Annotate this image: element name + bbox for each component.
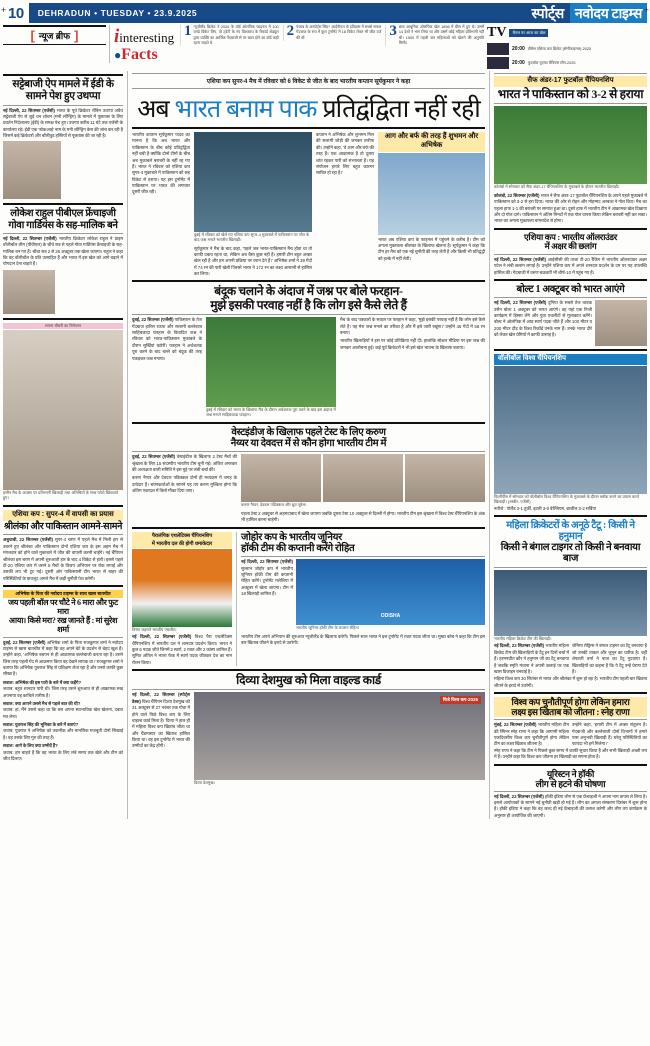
photo-karun-nair <box>241 454 321 502</box>
asia-cup-side-headline: श्रीलंका और पाकिस्तान आमने-सामने <box>3 521 123 532</box>
interesting-facts-logo <box>114 25 176 63</box>
right-column <box>489 71 647 819</box>
photo-para-athlete-flag <box>132 549 232 627</box>
lead-body-1: भारतीय कप्तान सूर्यकुमार यादव का मानना है कि अब भारत और पाकिस्तान के बीच कोई प्रतिद्वंद्विता नहीं बची है क्योंकि दोनों टीमों के बीच अब मुकाबले बराबरी के नहीं रह गए हैं। भारत ने रविवार को एशिया कप सुपर-4 मुकाबले में पाकिस्तान को छह विकेट से हराया। यह इस टूर्नामेंट में पाकिस्तान पर भारत की लगातार दूसरी जीत रही। <box>132 132 190 195</box>
lead-headline <box>132 91 485 125</box>
main-content-grid <box>3 71 647 819</box>
divya-dateline: नई दिल्ली, 22 सितम्बर (स्पोर्ट्स डेस्क) <box>132 692 190 704</box>
divya-headline: दिव्या देशमुख को मिला वाइल्ड कार्ड <box>236 673 381 688</box>
divya-photo-caption: दिव्या देशमुख। <box>194 780 216 786</box>
lead-headline-part2: प्रतिद्वंद्विता नहीं रही <box>316 95 480 123</box>
asiarank-dateline: नई दिल्ली, 22 सितम्बर (एजेंसी) <box>494 256 546 262</box>
athletics-body: विश्व पैरा एथलेटिक्स चैंपियनशिप में भारतीय दल ने शानदार प्रदर्शन किया। भारत ने कुल 6 पदक जीते जिनमें 2 स्वर्ण, 2 रजत और 2 कांस्य शामिल हैं। सुमित अंतिल ने भाला फेंक में स्वर्ण पदक जीतकर देश का नाम रोशन किया। <box>132 634 232 665</box>
bolt-dateline: नई दिल्ली, 22 सितम्बर (एजेंसी) <box>494 300 547 306</box>
fact-item <box>283 25 382 41</box>
saff-photo-caption: कोलंबो में सोमवार को सैफ अंडर-17 चैंपियनशिप के मुकाबले के दौरान भारतीय खिलाड़ी। <box>494 184 620 190</box>
jai-bat-headline-1: जय पहली बॉल पर चौटे ने 6 मारा और फुट मारा <box>8 597 118 616</box>
newspaper-page <box>0 3 650 1046</box>
photo-volleyball-match <box>494 366 647 494</box>
divya-body: विश्व चैंपियन दिव्या देशमुख को 31 अक्टूबर से 27 नवंबर तक गोवा में होने वाले फिडे विश्व कप के लिए वाइल्ड कार्ड मिला है। दिव्या ने हाल ही में महिला विश्व कप खिताब जीता था और ग्रैंडमास्टर का खिताब हासिल किया था। वह इस टूर्नामेंट में भारत की उम्मीदों का केंद्र होंगी। <box>132 698 191 749</box>
tv-row <box>487 43 647 55</box>
photo-india-celebration <box>194 132 312 232</box>
center-column <box>127 71 485 819</box>
jai-bat-a4: जवाब: हम चाहते हैं कि वह भारत के लिए लंबे समय तक खेले और टीम को जीत दिलाए। <box>3 749 123 761</box>
paper-logo: नवोदय टाइम्स <box>570 3 647 23</box>
masthead <box>3 3 647 23</box>
celeb-strip-label: सपना चौधरी का रिसेप्शन <box>3 323 123 330</box>
photo-celebrity-couple <box>3 330 123 490</box>
facts-bullet-icon: ● <box>114 48 122 62</box>
farhan-dateline: दुबई, 22 सितम्बर (एजेंसी) <box>132 317 174 323</box>
hockey-headline-2: हॉकी टीम की कप्तानी करेंगे रोहित <box>241 543 355 555</box>
crop-mark-icon: + <box>643 5 649 15</box>
bolt-kicker: बोल्ट 1 अक्टूबर को भारत आएंगे <box>516 284 625 296</box>
edition-dateline: DEHRADUN • TUESDAY • 23.9.2025 <box>37 8 198 18</box>
saff-body: भारत ने सैफ अंडर-17 फुटबॉल चैंपियनशिप के अपने पहले मुकाबले में पाकिस्तान को 3-2 से हरा दिया। भारत की ओर से रोहन और मोहम्मद अरबाश ने गोल किए। मैच का पहला हाफ 1-1 की बराबरी पर समाप्त हुआ था। दूसरे हाफ में भारतीय टीम ने आक्रामक खेल दिखाया और दो गोल दागे। पाकिस्तान ने अंतिम मिनटों में एक गोल वापस किया लेकिन बराबरी नहीं कर सका। भारत का अगला मुकाबला बांग्लादेश से होगा। <box>494 192 647 224</box>
wi-headline-2: नैय्यर या देवदत्त में से कौन होगा भारतीय टीम में <box>230 438 387 450</box>
photo-usain-bolt <box>595 300 647 346</box>
photo-saff-football <box>494 106 647 184</box>
facts-i-icon: i <box>114 26 120 47</box>
brief-headline-2: लोकेश राहुल पीबीएल फ्रेंचाइजी गोवा गार्डियंस के सह-मालिक बने <box>8 208 118 231</box>
jai-bat-dateline: दुबई, 22 सितम्बर (एजेंसी) <box>3 639 46 645</box>
tv-channel-label: चैनल पर आज का खेल <box>509 29 548 37</box>
tattoo-body-2: जेमिमा रोड्रिग्स ने बंगाल टाइगर का टैटू बनवाया है जो उनकी ताकत और जुनून का प्रतीक है। वहीं शेफाली वर्मा ने बाज का टैटू गुदवाया है। खिलाड़ियों का कहना है कि ये टैटू उन्हें प्रेरणा देते हैं। <box>572 643 647 674</box>
tattoo-dateline: नई दिल्ली, 22 सितम्बर (एजेंसी) <box>494 643 545 649</box>
fide-badge: फिडे विश्व कप-2025 <box>440 696 481 704</box>
left-column <box>3 71 123 819</box>
news-brief-column <box>3 25 106 69</box>
volleyball-photo-caption: फिलीपींस में सोमवार को वॉलीबॉल विश्व चैंपियनशिप के मुकाबले के दौरान ब्लॉक करने का प्रयास करते खिलाड़ी। (तस्वीर- एजेंसी) <box>494 493 639 504</box>
jai-bat-q1: सवाल: अभिषेक की इस पारी के बारे में क्या कहेंगे? <box>3 679 82 685</box>
sneh-headline-1: विश्व कप चुनौतीपूर्ण होगा लेकिन हमारा <box>494 697 647 707</box>
brief-body-2: भारतीय क्रिकेटर लोकेश राहुल ने प्राइम वॉलीबॉल लीग (पीवीएल) के चौथे सत्र से पहले गोवा गार्डियंस फ्रेंचाइजी के सह-मालिक बन गए हैं। चौथा सत्र 2 से 26 अक्टूबर तक खेला जाएगा। राहुल ने कहा कि वह वॉलीबॉल के प्रति उत्साहित हैं और भारत में इस खेल को आगे बढ़ाने में योगदान देना चाहते हैं। <box>3 235 123 267</box>
wi-body-1: वेस्टइंडीज के खिलाफ 2 टेस्ट मैचों की श्रृंखला के लिए 15 सदस्यीय भारतीय टीम चुनी गई। अजित अगरकर की अध्यक्षता वाली समिति ने इस मुद्दे पर लंबी चर्चा की। <box>132 454 237 473</box>
jai-bat-q2: सवाल: क्या आपने उससे मैच से पहले बात की थी? <box>3 700 81 706</box>
sneh-dateline: मुंबई, 22 सितम्बर (एजेंसी) <box>494 722 537 728</box>
hockey-body-2: भारतीय टीम अपने अभियान की शुरुआत न्यूजीलैंड के खिलाफ करेगी। पिछले साल भारत ने इस टूर्नामेंट में रजत पदक जीता था। मुख्य कोच ने कहा कि टीम इस बार खिताब जीतने के इरादे से उतरेगी। <box>241 634 485 646</box>
facts-logo-line2: Facts <box>121 46 158 63</box>
photo-women-cricketers-tattoo <box>494 570 647 636</box>
farhan-headline-1: बंदूक चलाने के अंदाज में जश्न पर बोले फरहान- <box>214 284 403 299</box>
tv-description: फुटबॉल यूएफा चैंपियंस लीग-2025 <box>527 60 576 65</box>
athletics-kicker-1: पैरालंपिक एथलेटिक्स चैंपियनशिप <box>132 532 232 540</box>
brief-dateline-1: नई दिल्ली, 22 सितम्बर (एजेंसी) <box>3 107 55 113</box>
wi-body-2: करुण नैय्यर और देवदत्त पडिक्कल दोनों ही मध्यक्रम में जगह के दावेदार हैं। चयनकर्ताओं के सामने यह तय करना मुश्किल होगा कि अंतिम एकादश में किसे मौका दिया जाए। <box>132 475 237 494</box>
fact-number: 3 <box>389 23 397 39</box>
jai-bat-kicker: अभिषेक के पिता की नवोदय टाइम्स के साथ खास बातचीत <box>3 590 123 598</box>
fact-number: 2 <box>286 23 295 39</box>
fact-item <box>180 25 279 46</box>
news-brief-label: न्यूज ब्रीफ <box>38 31 71 41</box>
saff-headline: भारत ने पाकिस्तान को 3-2 से हराया <box>497 86 644 101</box>
fact-text: छात्र आधुनिक ओलंपिक खेल 1896 में ग्रीस में हुए थे। उसमें 14 देशों ने भाग लिया था और उसमें कोई महिला प्रतिभागी नहीं थी। 1900 में पहली बार महिलाओं को खेलने की अनुमति मिली। <box>398 25 485 45</box>
masthead-branding <box>532 3 647 23</box>
farhan-photo-caption: दुबई में रविवार को भारत के खिलाफ मैच के दौरान अर्धशतक पूरा करने के बाद इस अंदाज में जश्न मनाते साहिबजादा फरहान। <box>206 407 336 418</box>
kirsten-headline-1: यूरिस्टन ने हॉकी <box>546 768 595 779</box>
top-strip <box>3 25 647 69</box>
asia-cup-side-kicker: एशिया कप : सुपर-4 में वापसी का प्रयास <box>3 510 123 521</box>
fact-text: न्यूजीलैंड क्रिकेट ने 2026 के वॉर्ड ओलंपिक फाइनल में 100 वनडे विकेट लिए, वो ट्वेंटी के नए विश्वकप के रिकार्ड शेड्यूल द्वारा व्यक्ति का आर्थिक गेंदबाजी से पर खान होने का वॉर्ड कहीं रहना चाहते थे <box>193 25 279 45</box>
lead-kicker: एशिया कप सुपर-4 मैच में रविवार को 6 विकेट से जीत के बाद भारतीय कप्तान सूर्यकुमार ने कहा <box>206 79 411 85</box>
interesting-facts-box <box>109 25 484 69</box>
kirsten-dateline: नई दिल्ली, 22 सितम्बर (एजेंसी) <box>494 793 544 799</box>
hockey-dateline: नई दिल्ली, 22 सितम्बर (एजेंसी) <box>241 559 293 565</box>
tattoo-body-1: भारतीय महिला क्रिकेट टीम की खिलाड़ियों के टैटू इन दिनों चर्चा में हैं। हरमनप्रीत कौर ने हनुमान जी का टैटू बनवाया है जबकि स्मृति मंधाना ने अपनी कलाई पर एक खास डिजाइन बनवाई है। <box>494 643 569 674</box>
tattoo-photo-caption: भारतीय महिला क्रिकेट टीम की खिलाड़ी। <box>494 635 552 641</box>
jersey-sponsor-text: ODISHA <box>380 613 401 620</box>
photo-rohit-hockey <box>296 559 485 625</box>
athletics-dateline: नई दिल्ली, 22 सितम्बर (एजेंसी) <box>132 634 192 640</box>
hockey-photo-caption: भारतीय जूनियर हॉकी टीम के कप्तान रोहित। <box>296 625 360 631</box>
facts-logo-line1: interesting <box>119 30 175 45</box>
bracket-right-icon: ] <box>74 28 79 43</box>
farhan-headline-2: मुझे इसकी परवाह नहीं है कि लोग इसे कैसे लेते हैं <box>210 297 407 312</box>
hockey-headline-1: जोहोर कप के भारतीय जूनियर <box>241 531 342 543</box>
lead-headline-part1: अब <box>137 95 175 123</box>
bracket-left-icon: [ <box>30 28 35 43</box>
jai-bat-body: अभिषेक शर्मा के पिता राजकुमार शर्मा ने नवोदय टाइम्स से खास बातचीत में कहा कि वह अपने बेटे के प्रदर्शन से बेहद खुश हैं। उन्होंने कहा, 'अभिषेक बचपन से ही आक्रामक बल्लेबाजी करता रहा है। उसने जिस तरह पहली गेंद से आक्रमण किया वह देखने लायक था।' राजकुमार शर्मा ने बताया कि अभिषेक युवराज सिंह से प्रशिक्षण लेता रहा है और उनसे काफी कुछ सीखा है। <box>3 639 123 677</box>
lead-photo-caption: दुबई में रविवार को खेले गए एशिया कप सुपर-4 मुकाबले में पाकिस्तान पर जीत के बाद जश्न मनाते भारतीय खिलाड़ी। <box>194 232 310 242</box>
tattoo-headline-1: महिला क्रिकेटरों के अनूठे टैटू : किसी ने हनुमान <box>506 519 635 543</box>
celeb-caption: हसीन मैच के अवसर पर प्रतिभागी खिलाड़ी तथा अतिथियों के साथ फोटो खिंचवाते हुए। <box>3 490 119 501</box>
athletics-photo-caption: तिरंगा लहराते भारतीय एथलीट। <box>132 627 177 633</box>
fact-number: 1 <box>184 23 192 39</box>
fact-text: पंजाब के अस्पोर्ट्स सिंह? आईपीएल के इतिहास में सबसे सफल गेंदबाज के रूप में कुल टूर्नामेंट में 18 विकेट लेकर भी जीत दर्ज की थी <box>296 25 382 40</box>
hockey-body-1: सुल्तान जोहोर कप में भारतीय जूनियर हॉकी टीम की कप्तानी रोहित करेंगे। टूर्नामेंट मलेशिया में अक्टूबर में खेला जाएगा। टीम में 18 खिलाड़ी शामिल हैं। <box>241 565 293 597</box>
tv-time: 20:00 <box>512 60 525 66</box>
jai-bat-headline-2: आया। किसे मरा? रख जानते हैं : मां सुरेश शर्मा <box>8 615 118 634</box>
wi-body-3: पहला टेस्ट 2 अक्टूबर से अहमदाबाद में खेला जाएगा जबकि दूसरा टेस्ट 10 अक्टूबर से दिल्ली में होगा। भारतीय टीम इस श्रृंखला में विश्व टेस्ट चैंपियनशिप के अंक भी हासिल करना चाहेगी। <box>241 511 485 523</box>
news-brief-tab <box>3 25 106 45</box>
volleyball-kicker: वॉलीबॉल विश्व चैंपियनशिप <box>494 354 647 365</box>
asiarank-headline-2: में अक्षर की छलांग <box>544 241 597 252</box>
jai-bat-q4: सवाल: आगे के लिए क्या उम्मीदें हैं? <box>3 743 58 749</box>
tv-time: 20:00 <box>512 46 525 52</box>
tv-listings-box <box>487 25 647 69</box>
tattoo-headline-2: किसी ने बंगाल टाइगर तो किसी ने बनवाया बाज <box>500 542 641 565</box>
brief-dateline-2: नई दिल्ली, 22 सितम्बर (एजेंसी) <box>3 235 57 241</box>
photo-farhan-celebration <box>206 317 336 407</box>
wi-photo-caption: करुण नैय्यर, देवदत्त पडिक्कल और ध्रुव जुरेल। <box>241 502 307 508</box>
volleyball-score-note: नतीजे : पोलैंड 3-1 तुर्की, इटली 3-0 बेल्जियम, ब्राजील 3-2 सर्बिया <box>494 505 597 511</box>
tv-thumbnail <box>487 57 509 69</box>
page-number: 10 <box>3 3 29 23</box>
lead-headline-highlight: भारत बनाम पाक <box>174 95 317 123</box>
crop-mark-icon: + <box>1 5 7 15</box>
farhan-body-3: भारतीय खिलाड़ियों ने इस पर कोई प्रतिक्रिया नहीं दी। हालांकि सोशल मीडिया पर इस जश्न की जमकर आलोचना हुई। कई पूर्व क्रिकेटरों ने भी इसे खेल भावना के खिलाफ बताया। <box>340 338 485 350</box>
saff-dateline: कोलंबो, 22 सितम्बर (एजेंसी) <box>494 192 540 198</box>
kirsten-body: हॉकी इंडिया लीग से एक फ्रेंचाइजी ने अपना नाम वापस ले लिया है। इससे आयोजकों के सामने नई चुनौती खड़ी हो गई है। लीग का अगला संस्करण दिसंबर में शुरू होना है। हॉकी इंडिया ने कहा कि वह जल्द ही नई फ्रेंचाइजी की तलाश करेगी और लीग तय कार्यक्रम के अनुसार ही आयोजित की जाएगी। <box>494 793 647 818</box>
saff-kicker: सैफ अंडर-17 फुटबॉल चैंपियनशिप <box>494 76 647 87</box>
asia-cup-side-dateline: अबुधाबी, 22 सितम्बर (एजेंसी) <box>3 537 53 543</box>
photo-divya-deshmukh <box>194 692 485 780</box>
wi-headline-1: वेस्टइंडीज के खिलाफ पहले टेस्ट के लिए करुण <box>231 426 386 438</box>
photo-gill-abhishek <box>378 153 485 235</box>
jai-bat-a2: जवाब: हां, मैंने उससे कहा था कि बस अपना स्वाभाविक खेल खेलना, दबाव मत लेना। <box>3 707 123 719</box>
athletics-kicker-2: में भारतीय दल की होगी धमाकेदार <box>132 540 232 548</box>
lead-side-kicker: आग और बर्फ की तरह हैं शुभमन और अभिषेक <box>378 132 485 152</box>
photo-dhruv-jurel <box>405 454 485 502</box>
brief-headline-1: सट्टेबाजी ऐप मामले में ईडी के सामने पेश हुए उथप्पा <box>12 79 114 102</box>
bolt-body: दुनिया के सबसे तेज धावक उसैन बोल्ट 1 अक्टूबर को भारत आएंगे। वह यहां एक निजी कार्यक्रम में हिस्सा लेंगे और युवा एथलीटों से मुलाकात करेंगे। बोल्ट ने ओलंपिक में आठ स्वर्ण पदक जीते हैं और 100 मीटर व 200 मीटर दौड़ के विश्व रिकॉर्ड उनके नाम हैं। उनके भारत दौरे को लेकर खेल प्रेमियों में काफी उत्साह है। <box>494 300 592 338</box>
sneh-body-1: भारतीय महिला टीम की स्पिनर स्नेह राणा ने कहा कि आगामी महिला एकदिवसीय विश्व कप चुनौतीपूर्ण होगा लेकिन टीम का लक्ष्य खिताब जीतना है। <box>494 722 569 747</box>
wi-dateline: दुबई, 22 सितम्बर (एजेंसी) <box>132 454 176 460</box>
jai-bat-q3: सवाल: युवराज सिंह की भूमिका के बारे में बताएं? <box>3 722 79 728</box>
tv-thumbnail <box>487 43 509 55</box>
kirsten-headline-2: लीग से हटने की घोषणा <box>535 778 606 789</box>
fact-item <box>385 25 484 46</box>
lead-body-2: सूर्यकुमार ने मैच के बाद कहा, 'पहले जब भारत-पाकिस्तान मैच होता था तो काफी दबाव रहता था, लेकिन अब वैसा कुछ नहीं है। हमारी टीम बहुत अच्छा खेल रही है और हम अपनी प्रक्रिया पर ध्यान देते हैं।' अभिषेक शर्मा ने 39 गेंदों में 74 रन की पारी खेली जिससे भारत ने 172 रन का लक्ष्य आसानी से हासिल कर लिया। <box>194 245 312 277</box>
sneh-body-2: उन्होंने कहा, 'हमारी टीम में अच्छा संतुलन है। गेंदबाजी और बल्लेबाजी दोनों विभागों में हमारे पास अनुभवी खिलाड़ी हैं। घरेलू परिस्थितियों का फायदा भी हमें मिलेगा।' <box>572 722 647 747</box>
section-label: स्पोर्ट्स <box>531 6 564 22</box>
asia-cup-side-body: सुपर-4 चरण में पहले मैच में मिली हार से उबरने हुए श्रीलंका और पाकिस्तान दोनों एशिया कप के इस अहम मैच में मंगलवार को होने वाले मुकाबले में जीत की वापसी करनी चाहेंगे। नई चैंपियन श्रीलंका इस चरण में अपनी शुरुआती हार के बाद 4 विकेट से हारी। इससे पहले टी-20 एशिया कप में उसने 8 मैचों के विजय अभियान पर रोक लगाई और उसकी लय भी टूट गई। दूसरी ओर पाकिस्तानी टीम भारत से बाहर की परिस्थितियों के बावजूद अगले मैच में कड़ी चुनौती पेश करेगी। <box>3 537 123 581</box>
tattoo-body-3: महिला विश्व कप 30 सितंबर से भारत और श्रीलंका में शुरू हो रहा है। भारतीय टीम पहली बार खिताब जीतने के इरादे से उतरेगी। <box>494 676 647 688</box>
farhan-body-1: पाकिस्तान के तेज गेंदबाज हारिस रऊफ और सलामी बल्लेबाज साहिबजादा फरहान के विवादित जश्न ने रविवार को भारत-पाकिस्तान मुकाबले के दौरान सुर्खियां बटोरीं। फरहान ने अर्धशतक पूरा करने के बाद बल्ले को बंदूक की तरह पकड़कर जश्न मनाया। <box>132 317 202 361</box>
photo-uthappa <box>3 141 61 199</box>
photo-devdutt-padikkal <box>323 454 403 502</box>
lead-body-3: कप्तान ने अभिषेक और शुभमन गिल की सलामी जोड़ी की जमकर तारीफ की। उन्होंने कहा, 'वे आग और बर्फ की तरह हैं। एक आक्रामक है तो दूसरा शांत रहकर पारी को संभालता है। यह संयोजन हमारे लिए बहुत कारगर साबित हो रहा है।' <box>316 132 374 176</box>
lead-body-4: भारत अब एशिया कप के फाइनल में पहुंचने के करीब है। टीम को अगला मुकाबला श्रीलंका के खिलाफ खेलना है। सूर्यकुमार ने कहा कि टीम हर मैच को एक नई चुनौती की तरह लेती है और किसी भी प्रतिद्वंद्वी को हल्के में नहीं लेती। <box>378 236 485 261</box>
tv-title: TV <box>487 25 507 40</box>
tv-row <box>487 57 647 69</box>
farhan-body-2: मैच के बाद पत्रकारों के सवाल पर फरहान ने कहा, 'मुझे इसकी परवाह नहीं है कि लोग इसे कैसे लेते हैं। यह मेरा जश्न मनाने का तरीका है और मैं इसे जारी रखूंगा।' उन्होंने 45 गेंदों में 58 रन बनाए। <box>340 317 485 336</box>
asiarank-headline-1: एशिया कप : भारतीय ऑलराउंडर <box>524 231 617 242</box>
sneh-body-3: स्नेह राणा ने कहा कि टीम ने पिछले कुछ समय में काफी सुधार किया है और सभी खिलाड़ी अच्छी लय में हैं। उन्होंने कहा कि विश्व कप जीतना हर खिलाड़ी का सपना होता है। <box>494 747 647 760</box>
asiarank-body: आईसीसी की ताजा टी-20 रैंकिंग में भारतीय ऑलराउंडर अक्षर पटेल ने लंबी छलांग लगाई है। उन्होंने एशिया कप में अपने शानदार प्रदर्शन के दम पर यह उपलब्धि हासिल की। गेंदबाजी में वरुण चक्रवर्ती भी शीर्ष-10 में पहुंच गए हैं। <box>494 256 647 275</box>
jai-bat-a1: जवाब: बहुत शानदार पारी थी। जिस तरह उसने शुरुआत से ही आक्रामक रुख अपनाया वह काबिले तारीफ है। <box>3 686 123 698</box>
sneh-headline-2: लक्ष्य इस खिताब को जीतना : स्नेह राणा <box>494 707 647 717</box>
jai-bat-a3: जवाब: युवराज ने अभिषेक को तकनीक और मानसिक मजबूती दोनों सिखाई है। वह उसके लिए गुरु की तरह हैं। <box>3 728 123 740</box>
tv-description: वीमेंस एशिया कप क्रिकेट (सेमीफाइनल)-2025 <box>527 46 592 51</box>
photo-kl-rahul <box>3 270 55 314</box>
brief-body-1: भारत के पूर्व क्रिकेटर रॉबिन उथप्पा अवैध सट्टेबाजी ऐप से जुड़े धन शोधन (मनी लॉन्ड्रिंग) के मामले में पूछताछ के लिए प्रवर्तन निदेशालय (ईडी) के समक्ष पेश हुए। उथप्पा करीब 11 घंटे तक एजेंसी के कार्यालय रहे। ईडी एक 'स्टेकआई' नाम के मनी लॉन्ड्रिंग केस की जांच कर रही है जिसमें कई क्रिकेटरों और बॉलीवुड हस्तियों से पूछताछ की जा रही है। <box>3 107 123 138</box>
